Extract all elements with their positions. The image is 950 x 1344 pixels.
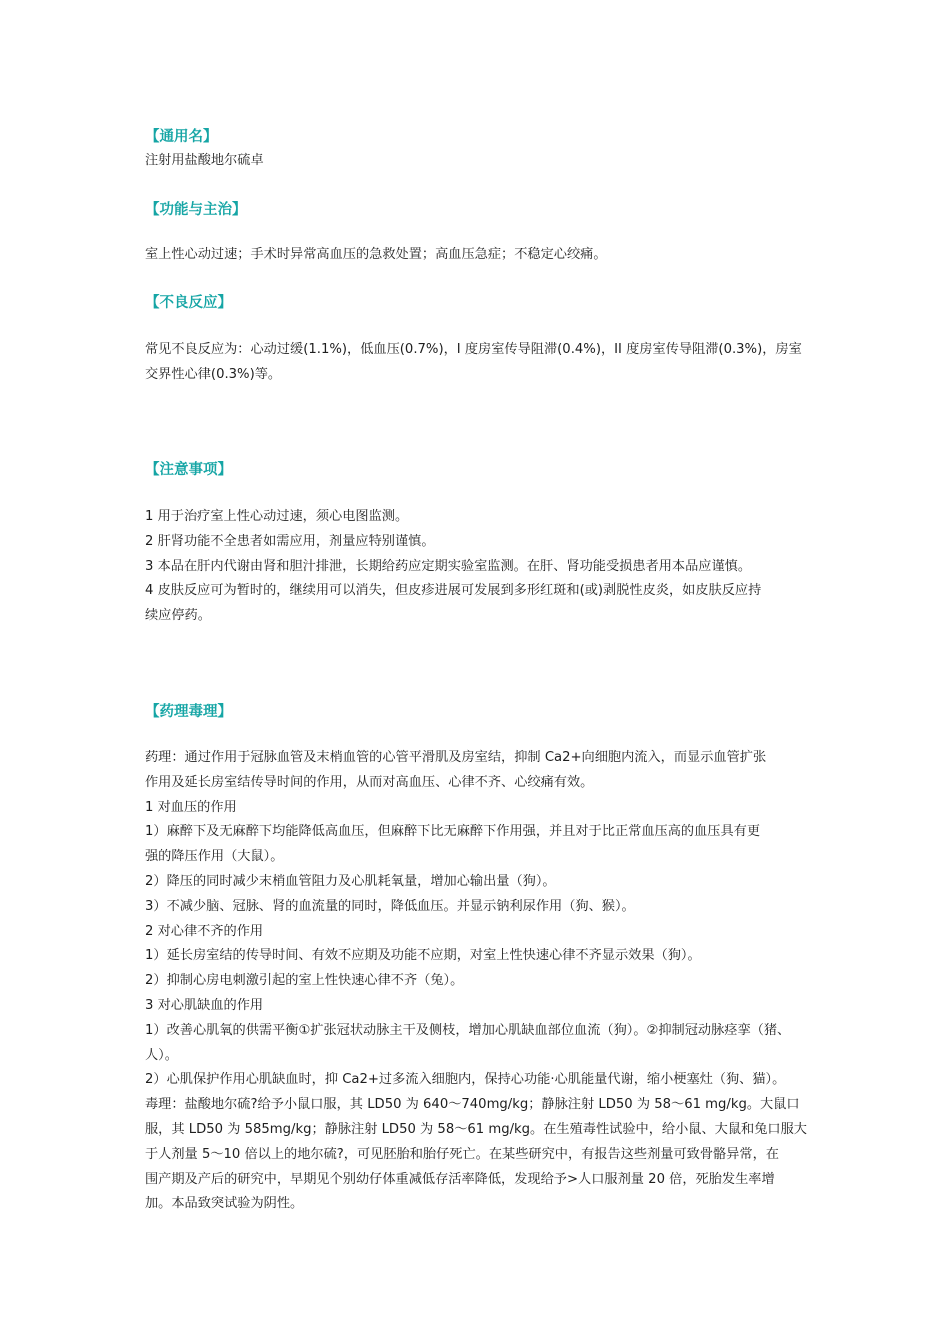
text-line: 3 对心肌缺血的作用 xyxy=(145,997,264,1013)
text-line: 续应停药。 xyxy=(145,608,211,624)
text-line: 注射用盐酸地尔硫卓 xyxy=(145,153,264,168)
text-line: 加。本品致突试验为阴性。 xyxy=(145,1196,304,1212)
text-line: 1 对血压的作用 xyxy=(145,799,237,815)
text-line: 2）降压的同时减少末梢血管阻力及心肌耗氧量，增加心输出量（狗）。 xyxy=(145,873,556,889)
indications-text xyxy=(145,243,810,268)
text-line: 3）不减少脑、冠脉、肾的血流量的同时，降低血压。并显示钠利尿作用（狗、猴）。 xyxy=(145,898,635,914)
text-line: 2 对心律不齐的作用 xyxy=(145,923,264,939)
text-line: 人）。 xyxy=(145,1047,178,1063)
text-line: 1 用于治疗室上性心动过速，须心电图监测。 xyxy=(145,509,409,524)
text-line: 服，其 LD50 为 585mg/kg；静脉注射 LD50 为 58～61 mg/kg。在生殖毒性试验中，给小鼠、大鼠和兔口服大 xyxy=(145,1121,807,1137)
text-line: 强的降压作用（大鼠）。 xyxy=(145,849,284,865)
text-line: 1）麻醉下及无麻醉下均能降低高血压，但麻醉下比无麻醉下作用强，并且对于比正常血压高的血压具有更 xyxy=(145,824,761,840)
text-line: 室上性心动过速；手术时异常高血压的急救处置；高血压急症；不稳定心绞痛。 xyxy=(145,247,607,262)
text-line: 常见不良反应为：心动过缓(1.1%)，低血压(0.7%)，I 度房室传导阻滞(0.4%)，II 度房室传导阻滞(0.3%)，房室 xyxy=(145,342,802,357)
text-line: 作用及延长房室结传导时间的作用，从而对高血压、心律不齐、心绞痛有效。 xyxy=(145,774,594,790)
heading-precautions: 【注意事项】 xyxy=(145,462,232,478)
heading-pharmacology-toxicology: 【药理毒理】 xyxy=(145,704,232,720)
text-line: 1）延长房室结的传导时间、有效不应期及功能不应期，对室上性快速心律不齐显示效果（狗）。 xyxy=(145,948,701,964)
pharmacology-toxicology-text xyxy=(145,746,810,1217)
text-line: 3 本品在肝内代谢由肾和胆汁排泄，长期给药应定期实验室监测。在肝、肾功能受损患者用本品应谨慎。 xyxy=(145,558,752,574)
text-line: 2 肝肾功能不全患者如需应用，剂量应特别谨慎。 xyxy=(145,533,435,549)
text-line: 4 皮肤反应可为暂时的，继续用可以消失，但皮疹进展可发展到多形红斑和(或)剥脱性皮炎，如皮肤反应持 xyxy=(145,583,762,599)
precautions-text xyxy=(145,505,810,629)
heading-indications: 【功能与主治】 xyxy=(145,202,247,218)
text-line: 药理：通过作用于冠脉血管及末梢血管的心管平滑肌及房室结，抑制 Ca2+向细胞内流入，而显示血管扩张 xyxy=(145,750,767,765)
generic-name-text xyxy=(145,149,810,174)
text-line: 毒理：盐酸地尔硫?给予小鼠口服，其 LD50 为 640～740mg/kg；静脉注射 LD50 为 58～61 mg/kg。大鼠口 xyxy=(145,1097,800,1113)
text-line: 交界性心律(0.3%)等。 xyxy=(145,366,282,382)
text-line: 1）改善心肌氧的供需平衡①扩张冠状动脉主干及侧枝，增加心肌缺血部位血流（狗）。②抑制冠动脉痉挛（猪、 xyxy=(145,1022,791,1038)
adverse-reactions-text xyxy=(145,338,810,388)
heading-generic-name: 【通用名】 xyxy=(145,129,218,145)
text-line: 2）抑制心房电刺激引起的室上性快速心律不齐（兔）。 xyxy=(145,973,464,989)
text-line: 2）心肌保护作用心肌缺血时，抑 Ca2+过多流入细胞内，保持心功能·心肌能量代谢，缩小梗塞灶（狗、猫）。 xyxy=(145,1072,786,1088)
text-line: 于人剂量 5～10 倍以上的地尔硫?，可见胚胎和胎仔死亡。在某些研究中，有报告这些剂量可致骨骼异常，在 xyxy=(145,1146,779,1162)
heading-adverse-reactions: 【不良反应】 xyxy=(145,295,232,311)
text-line: 围产期及产后的研究中，早期见个别幼仔体重减低存活率降低，发现给予>人口服剂量 20 倍，死胎发生率增 xyxy=(145,1171,775,1187)
